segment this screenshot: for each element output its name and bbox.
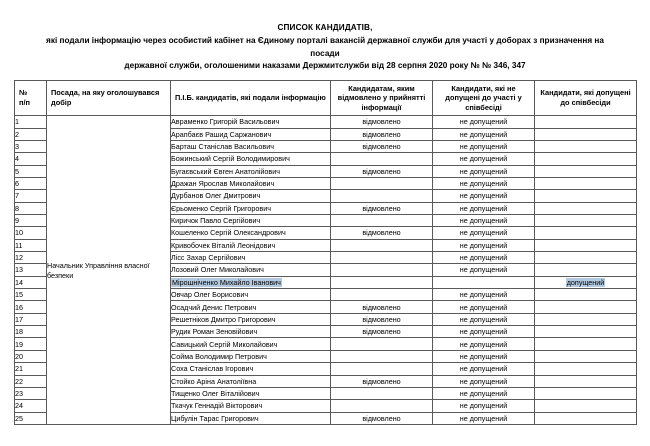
cell-candidate-name: Єрьоменко Сергій Григорович [171,202,331,214]
cell-admitted [535,116,637,128]
cell-not-admitted: не допущений [433,128,535,140]
cell-not-admitted: не допущений [433,239,535,251]
cell-admitted [535,153,637,165]
cell-number: 3 [15,140,47,152]
cell-number: 1 [15,116,47,128]
cell-candidate-name: Лозовий Олег Миколайович [171,264,331,276]
cell-number: 16 [15,301,47,313]
cell-refused [331,387,433,399]
cell-number: 12 [15,252,47,264]
cell-candidate-name: Авраменко Григорій Васильович [171,116,331,128]
cell-not-admitted: не допущений [433,264,535,276]
cell-admitted [535,190,637,202]
cell-admitted [535,227,637,239]
cell-admitted [535,375,637,387]
cell-not-admitted: не допущений [433,387,535,399]
cell-number: 4 [15,153,47,165]
cell-not-admitted: не допущений [433,400,535,412]
cell-refused [331,264,433,276]
cell-refused: відмовлено [331,326,433,338]
cell-number: 17 [15,313,47,325]
cell-not-admitted: не допущений [433,190,535,202]
cell-admitted [535,215,637,227]
column-header-number-line1: № [19,88,28,98]
cell-not-admitted: не допущений [433,326,535,338]
cell-admitted [535,252,637,264]
cell-number: 22 [15,375,47,387]
cell-refused [331,363,433,375]
cell-not-admitted: не допущений [433,313,535,325]
cell-admitted [535,400,637,412]
cell-refused: відмовлено [331,140,433,152]
cell-admitted [535,128,637,140]
cell-not-admitted: не допущений [433,165,535,177]
column-header-refused: Кандидатам, яким відмовлено у прийнятті інформації [331,80,433,116]
column-header-admitted: Кандидати, які допущені до співбесіди [535,80,637,116]
position-label: Начальник Управління власної безпеки [47,260,150,281]
cell-candidate-name: Цибулін Тарас Григорович [171,412,331,424]
candidates-table-container [14,80,636,425]
cell-candidate-name: Лісс Захар Сергійович [171,252,331,264]
highlighted-text: допущений [566,277,605,287]
cell-not-admitted [433,276,535,288]
cell-refused: відмовлено [331,202,433,214]
cell-number: 19 [15,338,47,350]
cell-not-admitted: не допущений [433,202,535,214]
cell-refused [331,215,433,227]
cell-number: 5 [15,165,47,177]
cell-not-admitted: не допущений [433,252,535,264]
cell-refused [331,276,433,288]
cell-candidate-name: Решетніков Дмитро Григорович [171,313,331,325]
cell-candidate-name: Дражан Ярослав Миколайович [171,178,331,190]
cell-candidate-name: Бугаєвський Євген Анатолійович [171,165,331,177]
column-header-position: Посада, на яку оголошувався добір [47,80,171,116]
cell-candidate-name: Кривобочек Віталій Леонідович [171,239,331,251]
cell-refused [331,400,433,412]
cell-not-admitted: не допущений [433,338,535,350]
cell-not-admitted: не допущений [433,153,535,165]
cell-number: 18 [15,326,47,338]
cell-admitted [535,276,637,288]
cell-admitted [535,326,637,338]
cell-refused [331,153,433,165]
cell-admitted [535,313,637,325]
cell-candidate-name: Барташ Станіслав Васильович [171,140,331,152]
cell-not-admitted: не допущений [433,215,535,227]
cell-not-admitted: не допущений [433,178,535,190]
cell-admitted [535,412,637,424]
cell-refused [331,252,433,264]
document-subtitle-line-2: державної служби, оголошеними наказами Держмитслужби від 28 серпня 2020 року № № 346, 347 [124,61,526,70]
document-subtitle-line-1: які подали інформацію через особистий кабінет на Єдиному порталі вакансій державної служби для участі у доборах з призначення на посади [46,36,604,58]
cell-admitted [535,178,637,190]
cell-admitted [535,165,637,177]
cell-number: 14 [15,276,47,288]
column-header-number-line2: п/п [19,97,30,107]
cell-number: 11 [15,239,47,251]
cell-refused: відмовлено [331,412,433,424]
cell-candidate-name: Тищенко Олег Віталійович [171,387,331,399]
cell-refused [331,289,433,301]
table-row[interactable] [15,116,637,128]
cell-candidate-name: Ткачук Геннадій Вікторович [171,400,331,412]
cell-number: 24 [15,400,47,412]
cell-admitted [535,264,637,276]
cell-admitted [535,239,637,251]
cell-admitted [535,202,637,214]
document-header [0,0,650,73]
cell-number: 21 [15,363,47,375]
cell-refused: відмовлено [331,165,433,177]
cell-refused [331,190,433,202]
cell-not-admitted: не допущений [433,140,535,152]
cell-refused: відмовлено [331,116,433,128]
cell-admitted [535,363,637,375]
column-header-number [15,80,47,116]
cell-number: 23 [15,387,47,399]
cell-candidate-name: Сойма Володимир Петрович [171,350,331,362]
cell-not-admitted: не допущений [433,301,535,313]
cell-refused: відмовлено [331,313,433,325]
cell-number: 25 [15,412,47,424]
cell-not-admitted: не допущений [433,227,535,239]
cell-candidate-name: Осадчий Денис Петрович [171,301,331,313]
cell-admitted [535,289,637,301]
cell-refused: відмовлено [331,375,433,387]
cell-position [47,116,171,425]
cell-refused [331,350,433,362]
cell-admitted [535,301,637,313]
cell-candidate-name: Овчар Олег Борисович [171,289,331,301]
cell-admitted [535,140,637,152]
cell-not-admitted: не допущений [433,289,535,301]
cell-number: 6 [15,178,47,190]
column-header-candidate: П.І.Б. кандидатів, які подали інформацію [171,80,331,116]
cell-refused: відмовлено [331,227,433,239]
table-header-row [15,80,637,116]
cell-candidate-name: Дурбанов Олег Дмитрович [171,190,331,202]
cell-candidate-name: Рудик Роман Зеновійович [171,326,331,338]
cell-refused [331,178,433,190]
cell-admitted [535,387,637,399]
cell-candidate-name: Божинський Сергій Володимирович [171,153,331,165]
cell-candidate-name: Арапбаєв Рашид Саржанович [171,128,331,140]
cell-candidate-name: Савицький Сергій Миколайович [171,338,331,350]
column-header-not-admitted: Кандидати, які не допущені до участі у співбесіді [433,80,535,116]
candidates-table [14,80,637,425]
table-header [15,80,637,116]
cell-refused [331,239,433,251]
cell-not-admitted: не допущений [433,412,535,424]
cell-number: 13 [15,264,47,276]
cell-not-admitted: не допущений [433,363,535,375]
cell-number: 10 [15,227,47,239]
cell-candidate-name: Киричок Павло Сергійович [171,215,331,227]
cell-not-admitted: не допущений [433,116,535,128]
cell-number: 8 [15,202,47,214]
cell-not-admitted: не допущений [433,375,535,387]
highlighted-text: Мірошніченко Михайло Іванович [172,277,281,287]
document-title: СПИСОК КАНДИДАТІВ, [277,23,373,32]
cell-candidate-name: Кошеленко Сергій Олександрович [171,227,331,239]
cell-refused [331,338,433,350]
cell-candidate-name [171,276,331,288]
cell-number: 2 [15,128,47,140]
cell-number: 20 [15,350,47,362]
cell-not-admitted: не допущений [433,350,535,362]
cell-number: 7 [15,190,47,202]
table-body [15,116,637,425]
cell-admitted [535,338,637,350]
cell-refused: відмовлено [331,301,433,313]
cell-number: 15 [15,289,47,301]
cell-admitted [535,350,637,362]
cell-candidate-name: Стойко Аріна Анатоліївна [171,375,331,387]
cell-number: 9 [15,215,47,227]
cell-candidate-name: Соха Станіслав Ігорович [171,363,331,375]
cell-refused: відмовлено [331,128,433,140]
